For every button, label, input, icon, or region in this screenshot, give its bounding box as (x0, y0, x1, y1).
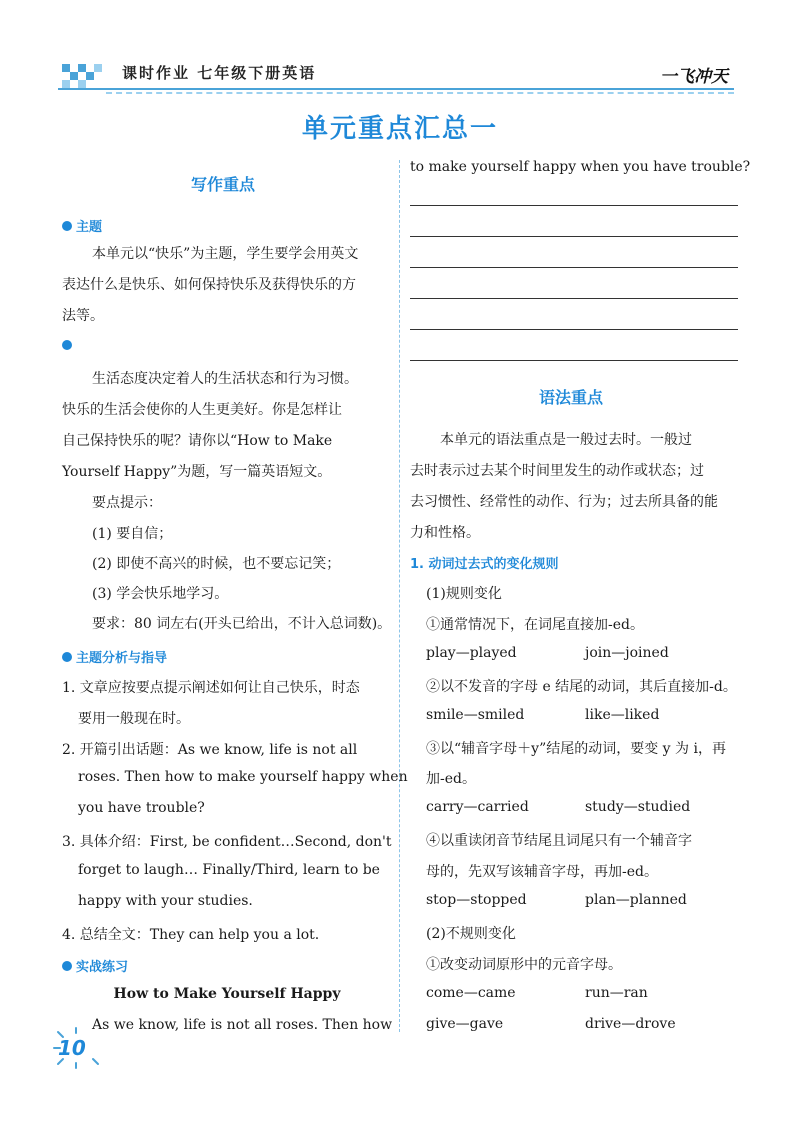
grammar-intro-3: 去习惯性、经常性的动作、行为；过去所具备的能 (410, 494, 718, 510)
essay-start: As we know, life is not all roses. Then how (92, 1017, 393, 1033)
rule-4-line-1: ④以重读闭音节结尾且词尾只有一个辅音字 (426, 833, 692, 849)
task-line-2: 快乐的生活会使你的人生更美好。你是怎样让 (62, 402, 342, 418)
bullet-dot-icon (62, 340, 72, 350)
grammar-section-title: 语法重点 (539, 388, 604, 407)
irregular-ex-2: run—ran (585, 985, 648, 1001)
task-line-3: 自己保持快乐的呢？请你以“How to Make (62, 433, 333, 449)
writing-line-3 (410, 267, 738, 268)
writing-line-5 (410, 329, 738, 330)
grammar-intro-4: 力和性格。 (410, 525, 480, 541)
writing-line-1 (410, 205, 738, 206)
header-checker-icon (62, 62, 106, 88)
bullet-dot-icon (62, 961, 72, 971)
analysis-heading-label: 主题分析与指导 (76, 651, 168, 666)
irregular-ex-1: come—came (426, 985, 516, 1001)
analysis-line-4: roses. Then how to make yourself happy when (78, 769, 408, 785)
topic-line-1: 本单元以“快乐”为主题，学生要学会用英文 (92, 246, 359, 262)
header-dotted-rule (106, 92, 734, 94)
writing-line-6 (410, 360, 738, 361)
essay-continuation: to make yourself happy when you have trouble? (410, 159, 751, 175)
header-brand: 一飞冲天 (660, 67, 728, 87)
task-line-4: Yourself Happy”为题，写一篇英语短文。 (62, 464, 332, 480)
writing-section-title: 写作重点 (191, 175, 256, 194)
rules-heading: 1. 动词过去式的变化规则 (410, 557, 559, 572)
rule-2: ②以不发音的字母 e 结尾的动词，其后直接加-d。 (426, 679, 737, 695)
irregular-title: (2)不规则变化 (426, 926, 516, 942)
writing-line-4 (410, 298, 738, 299)
rule-3-ex-b: study—studied (585, 799, 691, 815)
irregular-ex-3: give—gave (426, 1016, 504, 1032)
column-divider (399, 160, 400, 1032)
tip-2: (2) 即使不高兴的时候，也不要忘记笑； (92, 556, 341, 572)
task-heading (62, 340, 72, 350)
rule-3-line-2: 加-ed。 (426, 771, 476, 787)
rule-4-line-2: 母的，先双写该辅音字母，再加-ed。 (426, 864, 658, 880)
analysis-line-2: 要用一般现在时。 (78, 711, 190, 727)
analysis-line-1: 1. 文章应按要点提示阐述如何让自己快乐，时态 (62, 680, 360, 696)
rule-1: ①通常情况下，在词尾直接加-ed。 (426, 617, 644, 633)
tip-1: (1) 要自信； (92, 526, 173, 542)
irregular-ex-4: drive—drove (585, 1016, 676, 1032)
rule-2-ex-b: like—liked (585, 707, 660, 723)
rule-1-ex-b: join—joined (585, 645, 669, 661)
analysis-line-7: forget to laugh… Finally/Third, learn to be (78, 862, 380, 878)
topic-heading (62, 216, 102, 235)
header-title: 课时作业 七年级下册英语 (122, 64, 317, 82)
analysis-line-6: 3. 具体介绍：First, be confident…Second, don't (62, 834, 392, 850)
task-line-1: 生活态度决定着人的生活状态和行为习惯。 (92, 371, 358, 387)
bullet-dot-icon (62, 652, 72, 662)
grammar-intro-1: 本单元的语法重点是一般过去时。一般过 (440, 432, 692, 448)
bullet-dot-icon (62, 221, 72, 231)
analysis-line-3: 2. 开篇引出话题：As we know, life is not all (62, 742, 358, 758)
regular-title: (1)规则变化 (426, 586, 502, 602)
rule-1-ex-a: play—played (426, 645, 517, 661)
rule-2-ex-a: smile—smiled (426, 707, 525, 723)
practice-heading (62, 956, 128, 975)
analysis-heading (62, 647, 167, 666)
practice-heading-label: 实战练习 (76, 960, 129, 975)
analysis-line-8: happy with your studies. (78, 893, 253, 909)
grammar-intro-2: 去时表示过去某个时间里发生的动作或状态；过 (410, 463, 704, 479)
topic-heading-label: 主题 (76, 220, 103, 235)
topic-line-3: 法等。 (62, 308, 104, 324)
topic-line-2: 表达什么是快乐、如何保持快乐及获得快乐的方 (62, 277, 356, 293)
writing-line-2 (410, 236, 738, 237)
page-number: 10 (58, 1036, 86, 1060)
rule-3-ex-a: carry—carried (426, 799, 529, 815)
analysis-line-5: you have trouble? (78, 800, 205, 816)
tip-3: (3) 学会快乐地学习。 (92, 586, 229, 602)
rule-4-ex-b: plan—planned (585, 892, 687, 908)
tips-title: 要点提示： (92, 495, 162, 511)
rule-4-ex-a: stop—stopped (426, 892, 527, 908)
unit-title: 单元重点汇总一 (301, 114, 498, 144)
header-rule (58, 88, 734, 90)
requirement: 要求：80 词左右(开头已给出，不计入总词数)。 (92, 616, 392, 632)
irregular-rule-1: ①改变动词原形中的元音字母。 (426, 957, 622, 973)
analysis-line-9: 4. 总结全文：They can help you a lot. (62, 927, 320, 943)
rule-3-line-1: ③以“辅音字母＋y”结尾的动词，要变 y 为 i，再 (426, 741, 726, 757)
essay-title: How to Make Yourself Happy (113, 986, 341, 1002)
